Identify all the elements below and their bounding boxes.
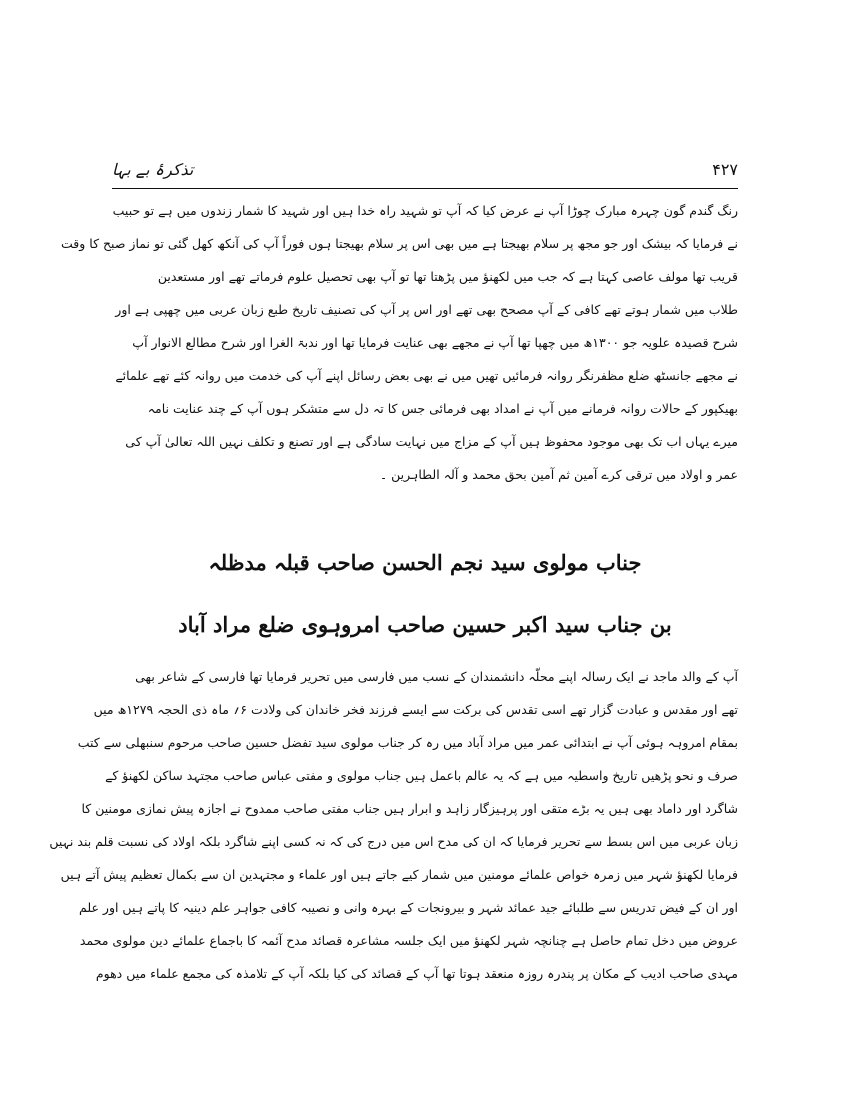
text-line: آپ کے والد ماجد نے ایک رسالہ اپنے محلّہ دانشمندان کے نسب میں فارسی میں تحریر فرمایا تھا فارسی کے شاعر بھی: [135, 669, 738, 684]
text-line: شاگرد اور داماد بھی ہیں یہ بڑے متقی اور پرہیزگار زاہد و ابرار ہیں جناب مفتی صاحب ممدوح نے اجازہ پیش نمازی مومنین کا: [81, 801, 738, 816]
header-divider: [112, 188, 738, 189]
text-line: نے مجھے جانسٹھ ضلع مظفرنگر روانہ فرمائیں تھیں میں نے بھی بعض رسائل اپنے آپ کی خدمت میں روانہ کئے تھے علمائے: [115, 368, 738, 383]
text-line: میرے یہاں اب تک بھی موجود محفوظ ہیں آپ کے مزاج میں نہایت سادگی ہے اور تصنع و تکلف نہیں اللہ تعالیٰ آپ کی: [125, 434, 738, 449]
biography-paragraph: [49, 660, 738, 990]
text-line: اور ان کے فیض تدریس سے طلبائے جید عمائد شہر و بیرونجات کے بہرہ وانی و نصیبہ کافی جواہر علم دینیہ کا پاتے ہیں اور علم: [79, 900, 738, 915]
text-line: بمقام امروہہ ہوئی آپ نے ابتدائی عمر میں مراد آباد میں رہ کر جناب مولوی سید تفضل حسین صاحب مرحوم سنبھلی سے کتب: [77, 735, 738, 750]
text-line: عروض میں دخل تمام حاصل ہے چنانچہ شہر لکھنؤ میں ایک جلسہ مشاعرہ قصائد مدح آئمہ کا باجماع علمائے دین مولوی محمد: [79, 933, 738, 948]
text-line: فرمایا لکھنؤ شہر میں زمرہ خواص علمائے مومنین میں شمار کیے جاتے ہیں اور علماء و مجتہدین ان سے بکمال تعظیم پیش آتے ہیں: [60, 867, 738, 882]
section-subheading: بن جناب سید اکبر حسین صاحب امروہوی ضلع مراد آباد: [178, 612, 672, 637]
text-line: بھیکپور کے حالات روانہ فرمانے میں آپ نے امداد بھی فرمائی جس کا تہ دل سے متشکر ہوں آپ کے چند عنایت نامہ: [147, 401, 738, 416]
section-heading: جناب مولوی سید نجم الحسن صاحب قبلہ مدظلہ: [208, 550, 642, 575]
text-line: رنگ گندم گون چہرہ مبارک چوڑا آپ نے عرض کیا کہ آپ تو شہید راہ خدا ہیں اور شہید کا شمار زندوں میں ہے تو حبیب: [112, 203, 738, 218]
text-line: نے فرمایا کہ بیشک اور جو مجھ پر سلام بھیجتا ہے میں بھی اس پر سلام بھیجتا ہوں فوراً آپ کی آنکھ کھل گئی تو نماز صبح کا وقت: [61, 236, 738, 251]
text-line: طلاب میں شمار ہوتے تھے کافی کے آپ مصحح بھی تھے اور اس پر آپ کی تصنیف تاریخ طبع زبان عربی میں چھپی ہے اور: [115, 302, 738, 317]
text-line: عمر و اولاد میں ترقی کرے آمین ثم آمین بحق محمد و آلہ الطاہرین ۔: [379, 467, 738, 482]
running-title: تذکرۂ بے بہا: [112, 160, 194, 179]
page-number: ۴۲۷: [712, 160, 738, 179]
text-line: شرح قصیدہ علویہ جو ۱۳۰۰ھ میں چھپا تھا آپ نے مجھے بھی عنایت فرمایا تھا اور ندبۃ الغرا اور شرح مطالع الانوار آپ: [132, 335, 738, 350]
text-line: قریب تھا مولف عاصی کہتا ہے کہ جب میں لکھنؤ میں پڑھتا تھا تو آپ بھی تحصیل علوم فرماتے تھے اور مستعدین: [157, 269, 738, 284]
text-line: تھے اور مقدس و عبادت گزار تھے اسی تقدس کی برکت سے ایسے فرزند فخر خاندان کی ولادت ۶؍ ماہ ذی الحجہ ۱۲۷۹ھ میں: [93, 702, 738, 717]
text-line: زبان عربی میں اس بسط سے تحریر فرمایا کہ ان کی مدح اس میں درج کی کہ نہ کسی اپنے شاگرد بلکہ اولاد کی نسبت قلم بند نہیں: [49, 834, 738, 849]
page-header: [112, 160, 738, 186]
text-line: صرف و نحو پڑھیں تاریخ واسطیہ میں ہے کہ یہ عالم باعمل ہیں جناب مولوی و مفتی عباس صاحب مجتہد ساکن لکھنؤ کے: [105, 768, 738, 783]
paragraph-continued: [61, 194, 738, 491]
text-line: مہدی صاحب ادیب کے مکان پر پندرہ روزہ منعقد ہوتا تھا آپ کے قصائد کی کیا بلکہ آپ کے تلامذہ کی مجمع علماء میں دھوم: [95, 966, 738, 981]
